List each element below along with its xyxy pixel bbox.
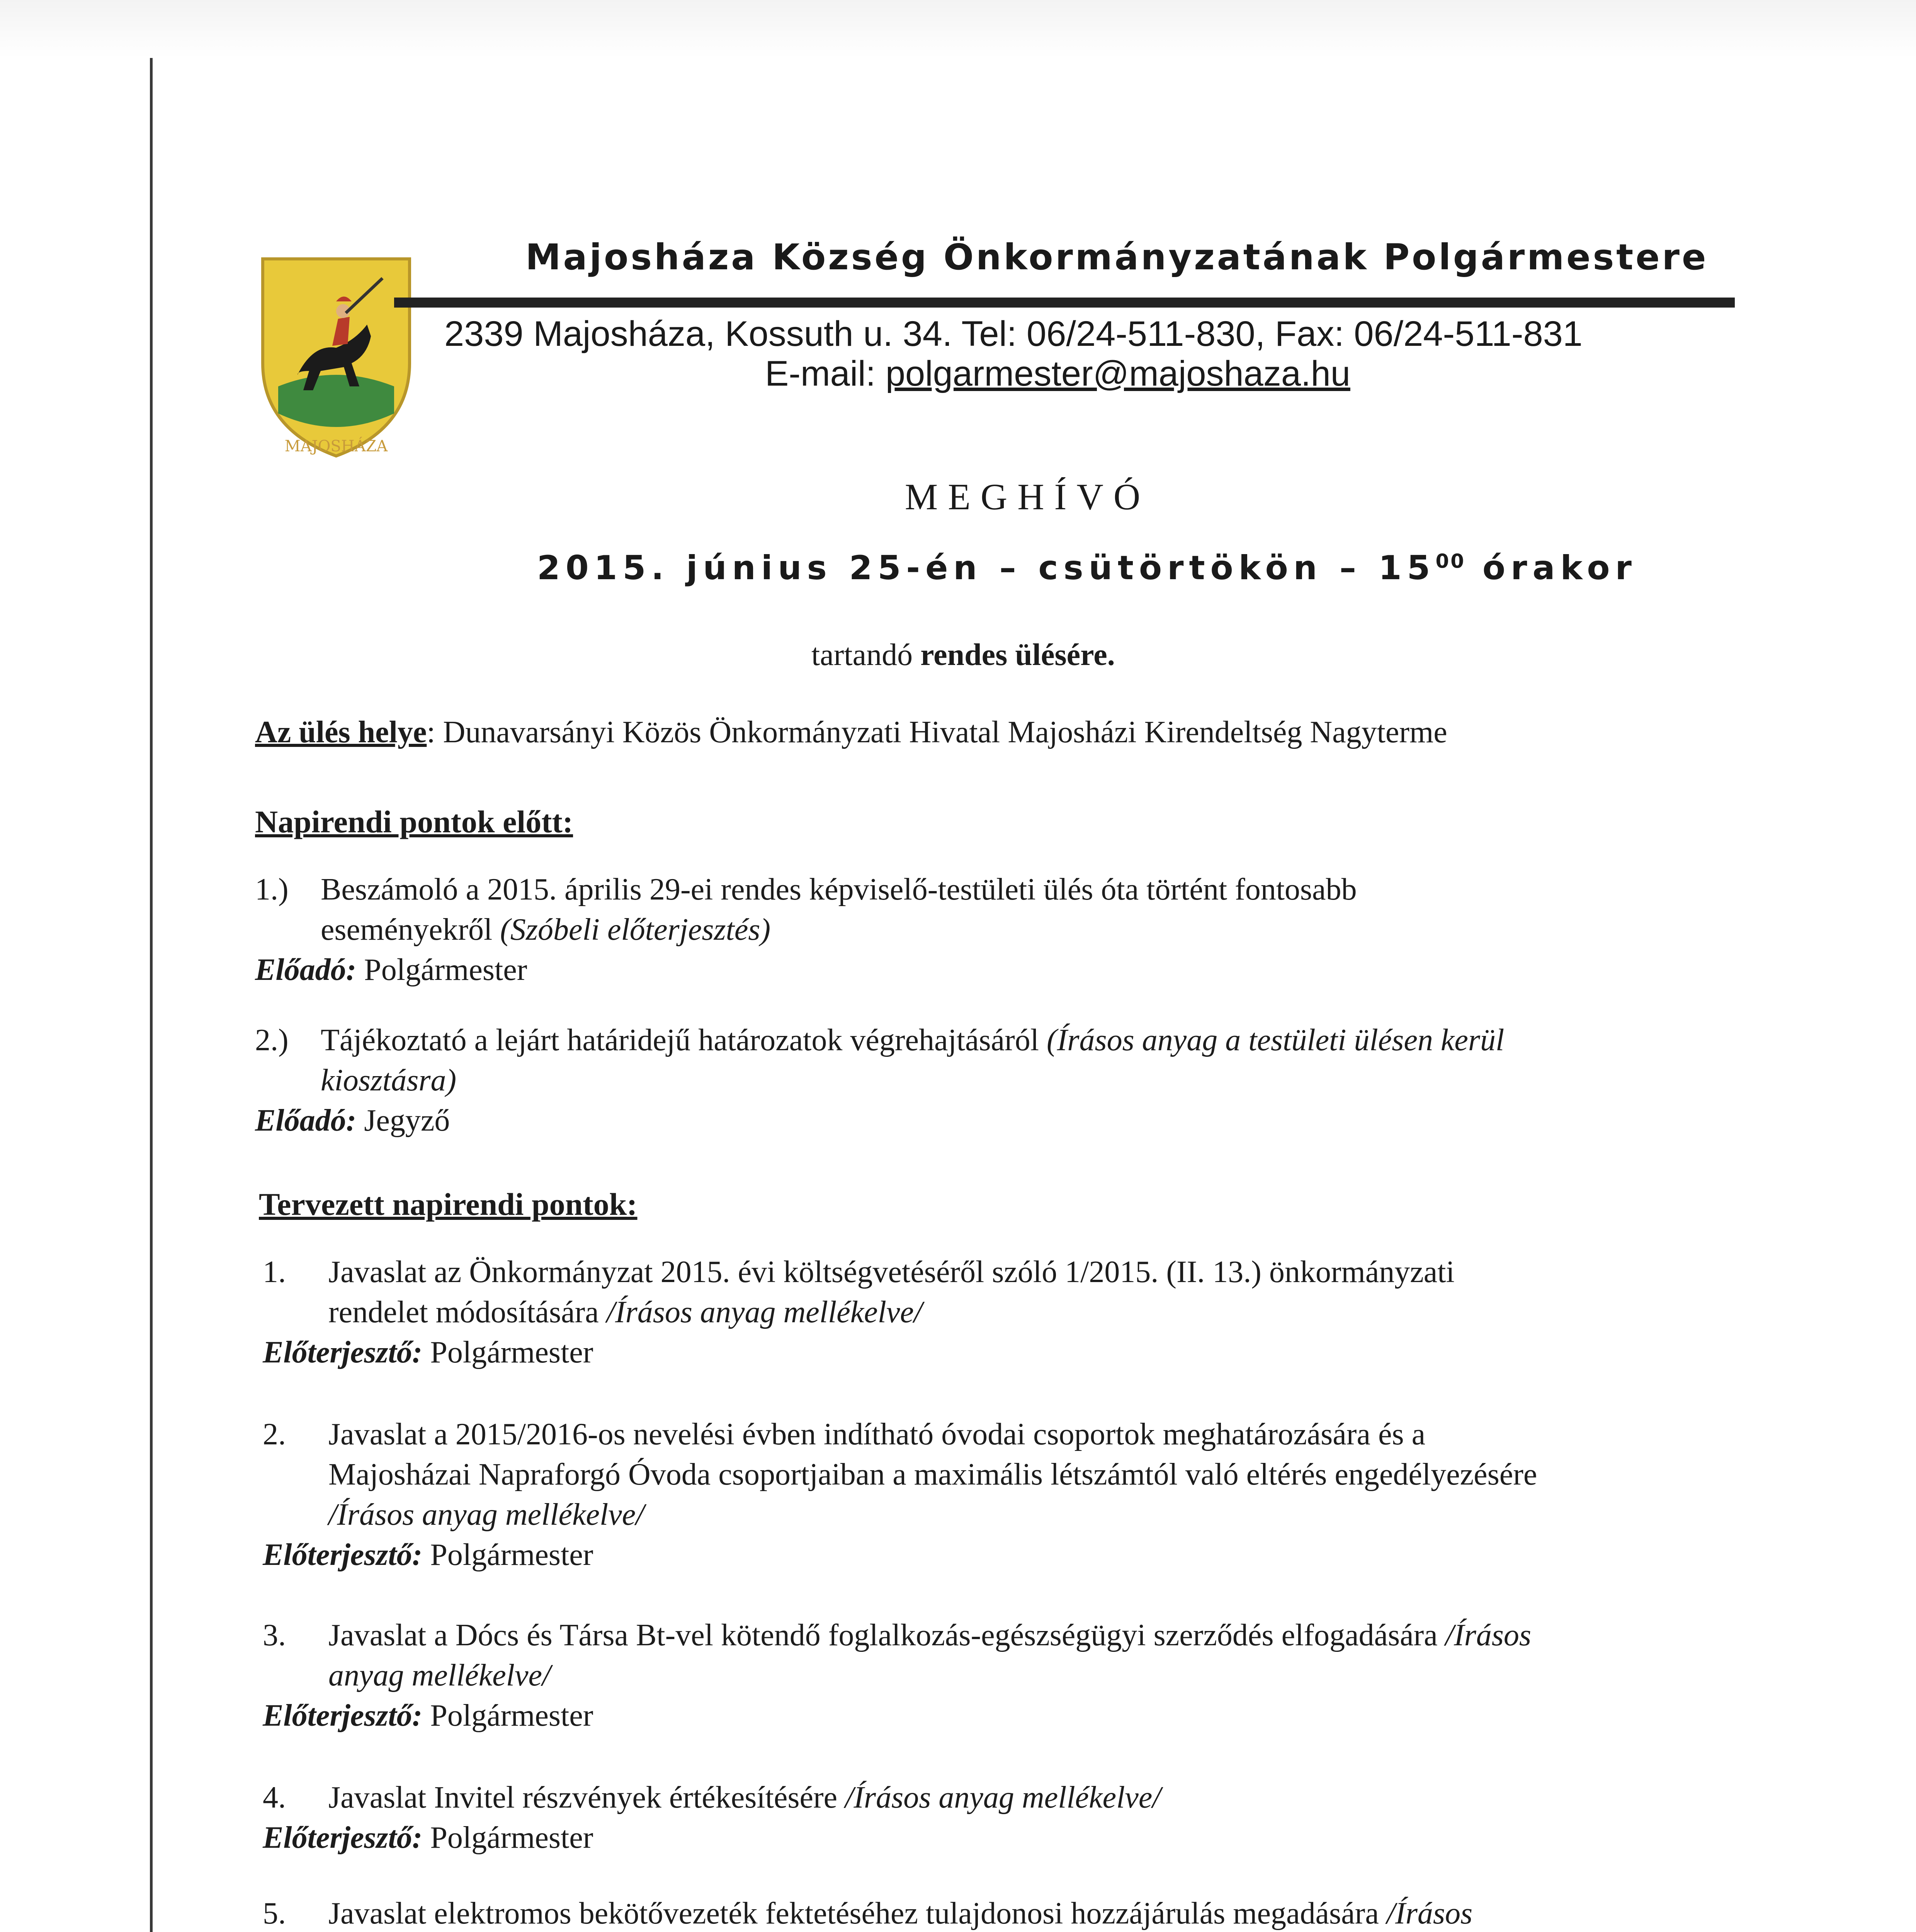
item-number: 2.) [255,1023,289,1057]
venue-label: Az ülés helye [255,715,427,749]
item-number: 1.) [255,872,289,906]
item-note: (Írásos anyag a testületi ülésen kerül [1047,1023,1505,1057]
agenda-item [263,1615,1692,1736]
item-note: /Írásos anyag mellékelve/ [328,1498,644,1532]
agenda-item [263,1252,1692,1372]
item-note: /Írásos [1445,1618,1532,1652]
meeting-date-main: 2015. június 25-én – csütörtökön – 15 [537,549,1436,587]
pre-agenda-heading: Napirendi pontok előtt: [255,804,573,839]
presenter-name: Jegyző [356,1104,450,1138]
scan-edge [0,0,1916,58]
presenter-role: Előadó: [255,953,357,987]
item-text: rendelet módosítására [328,1295,607,1329]
pre-agenda-item [255,869,1685,990]
presenter-name: Polgármester [422,1538,593,1572]
presenter-role: Előterjesztő: [263,1335,423,1369]
item-number: 2. [263,1417,286,1451]
meeting-venue [255,715,1754,750]
agenda-item [263,1414,1692,1575]
presenter-name: Polgármester [422,1335,593,1369]
svg-text:MAJOSHÁZA: MAJOSHÁZA [284,437,388,455]
pre-agenda-item [255,1020,1685,1141]
agenda-item [263,1893,1692,1932]
presenter-role: Előterjesztő: [263,1538,423,1572]
meeting-type-bold: rendes ülésére. [920,638,1115,672]
item-number: 3. [263,1618,286,1652]
venue-text: : Dunavarsányi Közös Önkormányzati Hivatal Majosházi Kirendeltség Nagyterme [427,715,1447,749]
municipal-crest-icon [255,247,417,464]
meeting-date [537,549,1658,587]
meeting-type-prefix: tartandó [811,638,921,672]
item-note: /Írásos anyag mellékelve/ [845,1781,1161,1815]
header-divider [394,298,1735,308]
item-note: /Írásos [1386,1896,1473,1930]
item-note: (Szóbeli előterjesztés) [500,913,771,947]
meeting-date-suffix: órakor [1465,549,1637,587]
presenter-name: Polgármester [356,953,527,987]
binder-line [150,58,153,1932]
item-number: 5. [263,1896,286,1930]
item-text: Javaslat Invitel részvények értékesítésére [328,1781,845,1815]
presenter-role: Előterjesztő: [263,1699,423,1733]
item-text: Majosházai Napraforgó Óvoda csoportjaiban a maximális létszámtól való eltérés engedélyezésére [328,1458,1537,1492]
item-number: 4. [263,1781,286,1815]
contact-address: 2339 Majosháza, Kossuth u. 34. Tel: 06/24-511-830, Fax: 06/24-511-831 [444,314,1583,354]
item-text: Javaslat a Dócs és Társa Bt-vel kötendő foglalkozás-egészségügyi szerződés elfogadására [328,1618,1445,1652]
item-text: Javaslat a 2015/2016-os nevelési évben indítható óvodai csoportok meghatározására és a [328,1417,1426,1451]
meeting-time-minutes: 00 [1435,550,1466,573]
presenter-role: Előterjesztő: [263,1821,423,1855]
email-label: E-mail: [765,354,886,393]
item-note: /Írásos anyag mellékelve/ [606,1295,923,1329]
presenter-name: Polgármester [422,1699,593,1733]
item-text: Beszámoló a 2015. április 29-ei rendes képviselő-testületi ülés óta történt fontosabb [321,872,1357,906]
document-title: MEGHÍVÓ [904,476,1151,517]
item-note: anyag mellékelve/ [328,1658,551,1692]
email-link[interactable]: polgarmester@majoshaza.hu [885,354,1350,393]
contact-email [765,354,1692,394]
item-number: 1. [263,1255,286,1289]
presenter-role: Előadó: [255,1104,357,1138]
item-text: Tájékoztató a lejárt határidejű határozatok végrehajtásáról [321,1023,1047,1057]
agenda-heading: Tervezett napirendi pontok: [259,1187,638,1222]
item-text: Javaslat elektromos bekötővezeték fektetéséhez tulajdonosi hozzájárulás megadására [328,1896,1387,1930]
item-note: kiosztásra) [321,1063,457,1097]
item-text: eseményekről [321,913,500,947]
agenda-item [263,1777,1692,1858]
item-text: Javaslat az Önkormányzat 2015. évi költségvetéséről szóló 1/2015. (II. 13.) önkormányzati [328,1255,1455,1289]
presenter-name: Polgármester [422,1821,593,1855]
organization-name: Majosháza Község Önkormányzatának Polgármestere [525,236,1709,278]
meeting-type [811,638,1507,673]
